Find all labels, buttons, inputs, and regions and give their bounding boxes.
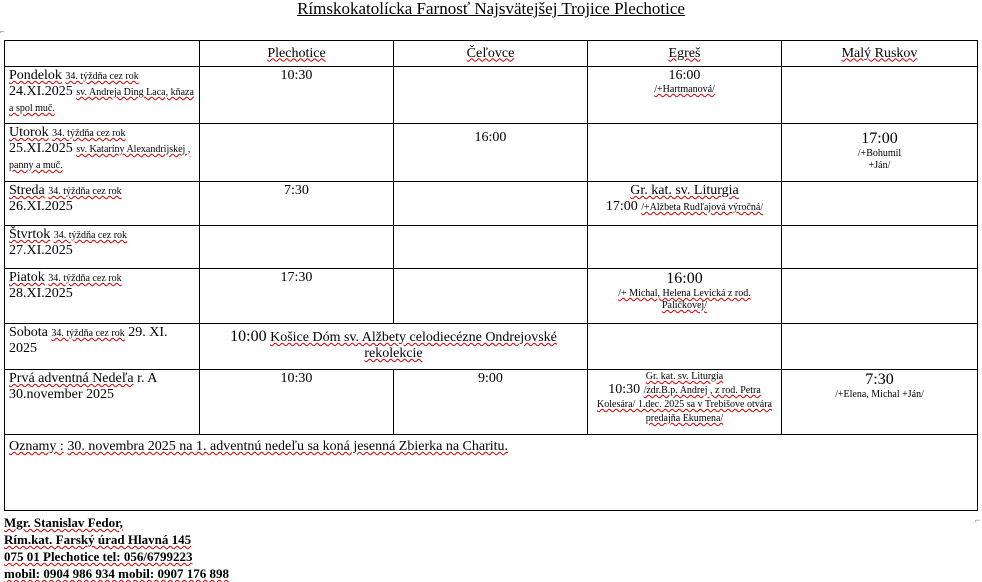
day-cell bbox=[5, 226, 200, 269]
egres-note: /+Alžbeta Rudľajová výročná/ bbox=[641, 202, 764, 213]
table-row bbox=[5, 370, 978, 435]
day-cell bbox=[5, 324, 200, 370]
egres-time: 16:00 bbox=[668, 68, 701, 83]
ruskov-cell bbox=[782, 324, 978, 370]
merged-text: Košice Dóm sv. Alžbety celodiecézne Ondrejovské rekolekcie bbox=[270, 330, 557, 361]
day-name: Utorok bbox=[9, 125, 49, 140]
table-row bbox=[5, 67, 978, 124]
egres-note: /+ Michal, Helena Levická z rod. Paličkovej/ bbox=[618, 288, 751, 311]
day-name: Streda bbox=[9, 183, 45, 198]
week-label: 34. týždňa cez rok bbox=[48, 273, 122, 284]
celovce-cell bbox=[394, 226, 588, 269]
ruskov-cell bbox=[782, 226, 978, 269]
header-plechotice: Plechotice bbox=[200, 41, 394, 67]
egres-cell bbox=[588, 324, 782, 370]
date-label: 24.XI.2025 bbox=[9, 84, 73, 99]
ruskov-cell bbox=[782, 67, 978, 124]
footer-office: Rím.kat. Farský úrad Hlavná 145 bbox=[4, 532, 192, 547]
egres-liturgy: Gr. kat. sv. Liturgia bbox=[645, 371, 724, 382]
week-label: 34. týždňa cez rok bbox=[52, 128, 126, 139]
celovce-cell bbox=[394, 67, 588, 124]
egres-cell bbox=[588, 124, 782, 182]
day-cell bbox=[5, 67, 200, 124]
plechotice-cell: 10:30 bbox=[200, 370, 394, 435]
date-label: 27.XI.2025 bbox=[9, 243, 73, 258]
date-label: 29. XI. 2025 bbox=[9, 325, 168, 356]
egres-note: /+Hartmanová/ bbox=[654, 84, 715, 95]
week-label: 34. týždňa cez rok bbox=[48, 186, 122, 197]
celovce-cell bbox=[394, 269, 588, 324]
schedule-table bbox=[4, 40, 978, 511]
day-name: Pondelok bbox=[9, 68, 62, 83]
day-name: Piatok bbox=[9, 270, 45, 285]
announcement-row bbox=[5, 435, 978, 511]
egres-cell bbox=[588, 370, 782, 435]
ruskov-cell bbox=[782, 269, 978, 324]
header-celovce: Čeľovce bbox=[394, 41, 588, 67]
header-egres: Egreš bbox=[588, 41, 782, 67]
day-cell bbox=[5, 124, 200, 182]
footer-name: Mgr. Stanislav Fedor, bbox=[4, 515, 123, 530]
egres-cell bbox=[588, 67, 782, 124]
celovce-cell: 9:00 bbox=[394, 370, 588, 435]
table-row bbox=[5, 269, 978, 324]
week-label: 34. týždňa cez rok bbox=[53, 230, 128, 241]
date-label: 28.XI.2025 bbox=[9, 286, 73, 301]
date-label: 26.XI.2025 bbox=[9, 199, 73, 214]
week-label: r. A bbox=[137, 371, 158, 386]
announcement-label: Oznamy : bbox=[9, 439, 64, 454]
egres-cell bbox=[588, 269, 782, 324]
week-label: 34. týždňa cez rok bbox=[51, 328, 125, 339]
day-cell bbox=[5, 182, 200, 226]
header-empty-cell bbox=[5, 41, 200, 67]
egres-time: 16:00 bbox=[666, 270, 703, 287]
footer-address: 075 01 Plechotice tel: 056/6799223 bbox=[4, 549, 193, 564]
egres-liturgy: Gr. kat. sv. Liturgia bbox=[630, 183, 739, 198]
header-row bbox=[5, 41, 978, 67]
saint-label: sv. Andreja Ding Laca, kňaza a spol muč. bbox=[9, 87, 194, 114]
day-cell bbox=[5, 269, 200, 324]
table-end-marker-icon: ⌐ bbox=[975, 515, 981, 525]
plechotice-cell bbox=[200, 124, 394, 182]
footer-mobile: mobil: 0904 986 934 mobil: 0907 176 898 bbox=[4, 566, 229, 581]
egres-time: 10:30 bbox=[608, 382, 641, 397]
day-name: Štvrtok bbox=[9, 227, 51, 242]
ruskov-note: /+Elena, Michal +Ján/ bbox=[835, 389, 924, 400]
merged-time: 10:00 bbox=[230, 328, 267, 345]
egres-cell bbox=[588, 226, 782, 269]
day-name: Prvá adventná Nedeľa bbox=[9, 371, 134, 386]
table-row bbox=[5, 226, 978, 269]
ruskov-cell bbox=[782, 124, 978, 182]
plechotice-cell: 10:30 bbox=[200, 67, 394, 124]
merged-event-cell bbox=[200, 324, 588, 370]
egres-time: 17:00 bbox=[605, 199, 638, 214]
announcement-text: 30. novembra 2025 na 1. adventnú nedeľu sa koná jesenná Zbierka na Charitu. bbox=[67, 439, 509, 454]
table-row bbox=[5, 324, 978, 370]
ruskov-time: 17:00 bbox=[861, 130, 898, 147]
day-cell bbox=[5, 370, 200, 435]
footer-signature bbox=[4, 514, 229, 582]
day-name: Sobota bbox=[9, 325, 48, 340]
celovce-cell bbox=[394, 182, 588, 226]
table-anchor-icon: ⌐ bbox=[0, 27, 5, 36]
ruskov-cell bbox=[782, 370, 978, 435]
saint-label: sv. Kataríny Alexandrijskej , panny a muč. bbox=[9, 144, 191, 171]
egres-cell bbox=[588, 182, 782, 226]
table-row bbox=[5, 182, 978, 226]
announcement-cell bbox=[5, 435, 978, 511]
plechotice-cell: 17:30 bbox=[200, 269, 394, 324]
egres-note: /zdr.B.p. Andrej , z rod. Petra Kolesára/ 1.dec. 2025 sa v Trebišove otvára predajňa Ekumena/ bbox=[597, 385, 772, 424]
plechotice-cell: 7:30 bbox=[200, 182, 394, 226]
ruskov-note: /+Bohumil +Ján/ bbox=[857, 148, 902, 171]
table-row bbox=[5, 124, 978, 182]
page-title: Rímskokatolícka Farnosť Najsvätejšej Trojice Plechotice bbox=[297, 0, 685, 18]
week-label: 34. týždňa cez rok bbox=[65, 71, 139, 82]
ruskov-time: 7:30 bbox=[865, 371, 894, 388]
header-maly-ruskov: Malý Ruskov bbox=[782, 41, 978, 67]
ruskov-cell bbox=[782, 182, 978, 226]
plechotice-cell bbox=[200, 226, 394, 269]
date-label: 25.XI.2025 bbox=[9, 141, 73, 156]
celovce-cell: 16:00 bbox=[394, 124, 588, 182]
date-label: 30.november 2025 bbox=[9, 387, 114, 402]
